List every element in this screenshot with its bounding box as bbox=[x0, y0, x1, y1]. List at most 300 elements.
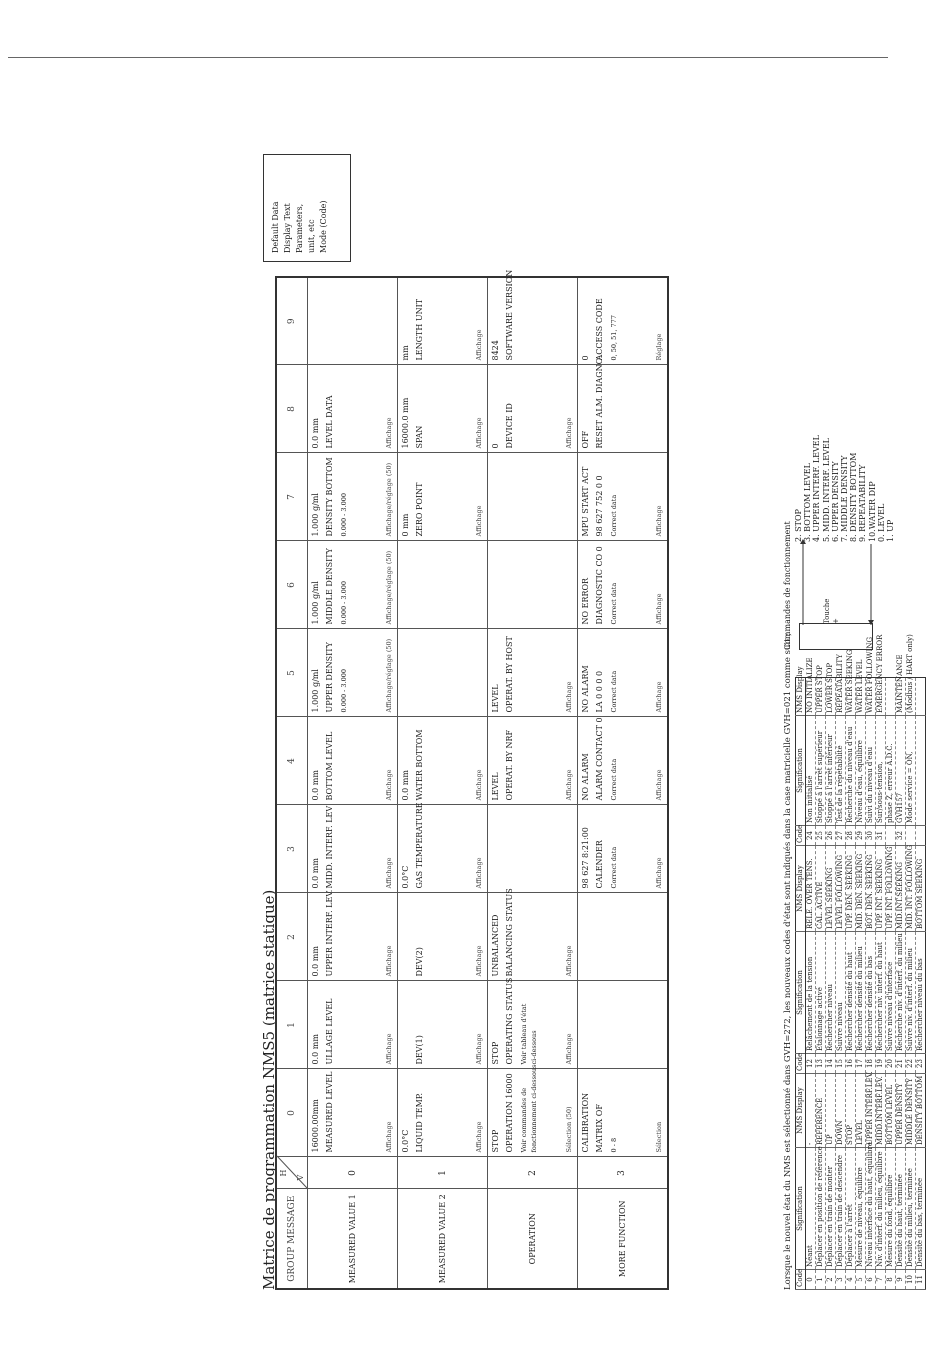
header-col: 0 bbox=[276, 1069, 308, 1157]
corner-h: H bbox=[279, 1169, 288, 1177]
cell-label: BALANCING STATUS bbox=[505, 888, 514, 977]
header-col: 5 bbox=[276, 629, 308, 717]
matrix-cell[interactable] bbox=[488, 453, 578, 541]
status-meaning: Stoppé à l'arrêt supérieur bbox=[816, 716, 826, 826]
cell-value: 0.0°C bbox=[401, 865, 410, 889]
cell-label: UPPER INTERF. LEV. bbox=[325, 889, 334, 977]
status-code-row bbox=[886, 678, 896, 1290]
status-code: 5 bbox=[856, 1270, 866, 1290]
command-item: 5. MIDD. INTERF. LEVEL bbox=[821, 438, 831, 542]
cell-extra: Correct data bbox=[610, 758, 618, 801]
status-code: 15 bbox=[836, 1054, 846, 1074]
matrix-cell[interactable] bbox=[488, 269, 578, 365]
status-nms-display: BOT. DEN. SEEKING bbox=[866, 846, 876, 932]
matrix-cell[interactable] bbox=[488, 805, 578, 893]
matrix-cell[interactable] bbox=[308, 805, 398, 893]
status-meaning: Niv. d'interf. du milieu, équilibre bbox=[876, 1148, 886, 1270]
status-meaning: Rechercher densité du milieu bbox=[856, 932, 866, 1054]
matrix-cell[interactable] bbox=[308, 629, 398, 717]
group-message: OPERATION bbox=[488, 1189, 578, 1289]
matrix-cell[interactable] bbox=[578, 717, 668, 805]
status-code: 24 bbox=[806, 826, 816, 846]
matrix-cell[interactable] bbox=[308, 717, 398, 805]
codes-header: Code bbox=[796, 1054, 806, 1074]
matrix-cell[interactable] bbox=[308, 1069, 398, 1157]
matrix-cell[interactable] bbox=[308, 365, 398, 453]
status-nms-display bbox=[916, 678, 926, 716]
status-meaning: Mesure de niveau, équilibre bbox=[856, 1148, 866, 1270]
cell-value: NO ALARM bbox=[581, 665, 590, 713]
status-nms-display: WATER SEEKING bbox=[846, 678, 856, 716]
status-code: 18 bbox=[866, 1054, 876, 1074]
command-item: 1. UP bbox=[886, 519, 896, 542]
matrix-cell[interactable] bbox=[578, 355, 668, 453]
cell-value: 0.0 mm bbox=[311, 946, 320, 977]
cell-mode: Affichage bbox=[655, 593, 663, 625]
status-meaning: Niveau d'eau, équilibre bbox=[856, 716, 866, 826]
status-nms-display: UPP. DEN. SEEKING bbox=[846, 846, 856, 932]
status-meaning: Etalonnage activé bbox=[816, 932, 826, 1054]
status-meaning: Sur/sous-tension, bbox=[876, 716, 886, 826]
cell-mode: Affichage/réglage (50) bbox=[385, 550, 393, 625]
status-nms-display: LEVEL FOLLOWING bbox=[836, 846, 846, 932]
cell-value: OFF bbox=[581, 430, 590, 449]
status-nms-display: DENSITY BOTTOM bbox=[916, 1074, 926, 1148]
cell-value: STOP bbox=[491, 1041, 500, 1065]
cell-mode: Affichage bbox=[475, 857, 483, 889]
status-code: 13 bbox=[816, 1054, 826, 1074]
status-nms-display: (Modbus / HART only) bbox=[906, 678, 916, 716]
cell-label: OPERAT. BY NRF bbox=[505, 729, 514, 801]
cell-mode: Affichage bbox=[655, 681, 663, 713]
matrix-cell[interactable] bbox=[488, 541, 578, 629]
status-meaning: Rechercher densité du haut bbox=[846, 932, 856, 1054]
matrix-cell[interactable] bbox=[488, 888, 578, 981]
cell-mode: Affichage bbox=[475, 1121, 483, 1153]
cell-extra: 0.000 - 3.000 bbox=[340, 668, 348, 713]
cell-extra: 0.000 - 3.000 bbox=[340, 492, 348, 537]
status-code-table bbox=[795, 634, 926, 1290]
cell-mode: Affichage bbox=[475, 505, 483, 537]
legend-line: Display Text bbox=[283, 203, 292, 253]
command-item: 10.WATER DIP bbox=[867, 481, 877, 542]
matrix-cell[interactable] bbox=[398, 541, 488, 629]
cell-mode: Sélection (50) bbox=[565, 1106, 573, 1153]
cell-label: GAS TEMPERATURE bbox=[415, 802, 424, 889]
status-nms-display: UPPER STOP bbox=[816, 678, 826, 716]
status-code: 26 bbox=[826, 826, 836, 846]
matrix-row bbox=[398, 277, 488, 1289]
cell-label: OPERAT. BY HOST bbox=[505, 636, 514, 713]
cell-mode: Affichage bbox=[385, 1121, 393, 1153]
cell-extra-2: fonctionnement ci-dessous bbox=[530, 1064, 538, 1153]
matrix-cell[interactable] bbox=[488, 1064, 578, 1157]
cell-label: DEV(1) bbox=[415, 1035, 424, 1065]
cell-label: CALENDER bbox=[595, 840, 604, 889]
status-nms-display: EMERGENCY ERROR bbox=[876, 678, 886, 716]
cell-value: 1.000 g/ml bbox=[311, 493, 320, 537]
status-meaning: Suivre niv. d'interf. du milieu bbox=[906, 932, 916, 1054]
cell-value: MPU START ACT bbox=[581, 466, 590, 537]
status-meaning: Non initialisé bbox=[806, 716, 816, 826]
commands-title: Commandes de fonctionnement bbox=[783, 521, 792, 650]
cell-mode: Sélection bbox=[655, 1121, 663, 1153]
cell-value: 16000.00mm bbox=[311, 1099, 320, 1153]
cell-label: DENSITY BOTTOM bbox=[325, 457, 334, 537]
group-message: MEASURED VALUE 2 bbox=[398, 1189, 488, 1289]
cell-label: MATRIX OF bbox=[595, 1104, 604, 1153]
status-meaning: Déplacer en train de descendre bbox=[836, 1148, 846, 1270]
cell-value: NO ERROR bbox=[581, 577, 590, 625]
touche-label: Touche bbox=[823, 598, 831, 624]
status-code: 23 bbox=[916, 1054, 926, 1074]
group-message: MORE FUNCTION bbox=[578, 1189, 668, 1289]
status-nms-display: UPP. INT. SEEKING bbox=[876, 846, 886, 932]
status-code: 0 bbox=[806, 1270, 816, 1290]
status-code-row bbox=[866, 678, 876, 1290]
matrix-cell[interactable] bbox=[578, 277, 668, 365]
matrix-cell[interactable] bbox=[488, 717, 578, 805]
status-nms-display: BOTTOM LEVEL bbox=[886, 1074, 896, 1148]
status-nms-display: MID. DEN. SEEKING bbox=[856, 846, 866, 932]
cell-mode: Affichage bbox=[475, 945, 483, 977]
cell-label: DEV(2) bbox=[415, 947, 424, 977]
status-nms-display: DOWN bbox=[836, 1074, 846, 1148]
cell-label: SOFTWARE VERSION bbox=[505, 269, 514, 361]
status-nms-display bbox=[886, 678, 896, 716]
matrix-row bbox=[308, 277, 398, 1289]
cell-mode: Affichage bbox=[475, 329, 483, 361]
cell-extra: 0, 50, 51, 777 bbox=[610, 315, 618, 361]
status-code: 31 bbox=[876, 826, 886, 846]
cell-label: MEASURED LEVEL bbox=[325, 1071, 334, 1153]
matrix-cell[interactable] bbox=[578, 629, 668, 717]
status-code: 27 bbox=[836, 826, 846, 846]
touche-key bbox=[823, 599, 841, 624]
cell-label: OPERATING STATUS bbox=[505, 977, 514, 1065]
cell-extra: Correct data bbox=[610, 494, 618, 537]
status-code: 29 bbox=[856, 826, 866, 846]
status-meaning: Suivre niveau bbox=[836, 932, 846, 1054]
cell-label: ACCESS CODE bbox=[595, 298, 604, 361]
cell-label: LEVEL DATA bbox=[325, 395, 334, 449]
status-code: 28 bbox=[846, 826, 856, 846]
matrix-cell[interactable] bbox=[578, 893, 668, 981]
matrix-cell[interactable] bbox=[308, 541, 398, 629]
matrix-cell[interactable] bbox=[398, 981, 488, 1069]
cell-mode: Affichage bbox=[565, 417, 573, 449]
status-code bbox=[886, 826, 896, 846]
status-code: 8 bbox=[886, 1270, 896, 1290]
cell-label: UPPER DENSITY bbox=[325, 642, 334, 713]
status-code: 14 bbox=[826, 1054, 836, 1074]
header-col: 2 bbox=[276, 893, 308, 981]
row-v-index: 0 bbox=[308, 1157, 398, 1189]
codes-header: NMS Display bbox=[796, 1074, 806, 1148]
status-nms-display: BOTTOM SEEKING bbox=[916, 846, 926, 932]
cell-extra: Correct data bbox=[610, 582, 618, 625]
cell-value: 0.0 mm bbox=[401, 770, 410, 801]
status-code: 17 bbox=[856, 1054, 866, 1074]
status-nms-display: MID.INT.SEEKING bbox=[896, 846, 906, 932]
cell-value: 16000.0 mm bbox=[401, 397, 410, 449]
cell-extra: Correct data bbox=[610, 670, 618, 713]
status-code: 10 bbox=[906, 1270, 916, 1290]
status-nms-display: MIDDLE DENSITY bbox=[906, 1074, 916, 1148]
cell-mode: Affichage bbox=[475, 769, 483, 801]
cell-label: RESET ALM. DIAGNO. bbox=[595, 355, 604, 449]
cell-extra-2: ci-dessous bbox=[530, 1030, 538, 1065]
matrix-cell[interactable] bbox=[578, 541, 668, 629]
matrix-cell[interactable] bbox=[308, 453, 398, 541]
cell-label: ZERO POINT bbox=[415, 482, 424, 537]
header-col: 6 bbox=[276, 541, 308, 629]
legend-line: Default Data bbox=[271, 201, 280, 253]
matrix-cell[interactable] bbox=[488, 977, 578, 1069]
status-code-row bbox=[806, 678, 816, 1290]
codes-header: Code bbox=[796, 826, 806, 846]
status-meaning: GVH157 bbox=[896, 716, 906, 826]
status-meaning: Recherche niv. d'interf. du milieu bbox=[896, 932, 906, 1054]
status-nms-display: RELE. OVER TENS. bbox=[806, 846, 816, 932]
cell-label: LA 0 0 0 0 bbox=[595, 670, 604, 713]
matrix-cell[interactable] bbox=[398, 277, 488, 365]
status-meaning: Rechercher niveau du bas bbox=[916, 932, 926, 1054]
matrix-row bbox=[578, 277, 668, 1289]
page-title: Matrice de programmation NMS5 (matrice statique) bbox=[260, 889, 278, 1290]
cell-mode: Affichage bbox=[565, 1033, 573, 1065]
cell-value: mm bbox=[401, 345, 410, 361]
row-v-index: 2 bbox=[488, 1157, 578, 1189]
status-nms-display: MIDD.INTERF.LEV. bbox=[876, 1074, 886, 1148]
status-meaning: Recherche du niveau d'eau bbox=[846, 716, 856, 826]
matrix-cell[interactable] bbox=[398, 629, 488, 717]
status-code: 30 bbox=[866, 826, 876, 846]
status-nms-display: REFERENCE bbox=[816, 1074, 826, 1148]
matrix-body bbox=[308, 269, 668, 1289]
status-nms-display: UPP. INT. FOLLOWING bbox=[886, 846, 896, 932]
cell-value: 1.000 g/ml bbox=[311, 669, 320, 713]
status-nms-display: LOWER STOP bbox=[826, 678, 836, 716]
status-code: 12 bbox=[806, 1054, 816, 1074]
cell-value: CALIBRATION bbox=[581, 1092, 590, 1153]
cell-label: MIDD. INTERF. LEV bbox=[325, 805, 334, 889]
cell-mode: Affichage bbox=[565, 945, 573, 977]
status-code: 6 bbox=[866, 1270, 876, 1290]
cell-mode: Affichage bbox=[385, 1033, 393, 1065]
status-meaning: Test de la répétabilité bbox=[836, 716, 846, 826]
header-col: 1 bbox=[276, 981, 308, 1069]
status-meaning: Suivi du niveau d'eau bbox=[866, 716, 876, 826]
status-meaning: Suivre niveau d'interface bbox=[886, 932, 896, 1054]
status-meaning: Densité du haut, terminée bbox=[896, 1148, 906, 1270]
cell-label: DEVICE ID bbox=[505, 403, 514, 449]
touche-plus: + bbox=[832, 618, 840, 624]
status-meaning: Déplacer en position de référence bbox=[816, 1148, 826, 1270]
cell-label: DIAGNOSTIC CO 0 bbox=[595, 546, 604, 625]
status-code-row bbox=[856, 678, 866, 1290]
command-item: 9. REPEATABILITY bbox=[858, 464, 868, 542]
matrix-cell[interactable] bbox=[578, 453, 668, 541]
legend-line: Parameters, bbox=[295, 203, 304, 253]
status-code bbox=[906, 826, 916, 846]
matrix-cell[interactable] bbox=[488, 365, 578, 453]
matrix-cell[interactable] bbox=[308, 277, 398, 365]
status-code-row bbox=[876, 678, 886, 1290]
cell-mode: Affichage bbox=[385, 857, 393, 889]
matrix-cell[interactable] bbox=[398, 453, 488, 541]
cell-mode: Affichage bbox=[385, 769, 393, 801]
cell-mode: Affichage bbox=[565, 769, 573, 801]
codes-header: Signification bbox=[796, 1148, 806, 1270]
cell-value: 8424 bbox=[491, 340, 500, 361]
matrix-cell[interactable] bbox=[578, 1069, 668, 1157]
cell-value: 0.0 mm bbox=[311, 418, 320, 449]
matrix-cell[interactable] bbox=[308, 981, 398, 1069]
status-code-row bbox=[906, 678, 916, 1290]
status-code: 1 bbox=[816, 1270, 826, 1290]
cell-label: OPERATION 16000 bbox=[505, 1073, 514, 1153]
cell-extra: Voir tableau d'état bbox=[520, 1003, 528, 1065]
codes-header: NMS Display bbox=[796, 846, 806, 932]
matrix-cell[interactable] bbox=[398, 365, 488, 453]
row-v-index: 3 bbox=[578, 1157, 668, 1189]
programming-matrix bbox=[275, 269, 669, 1290]
status-meaning: Déplacer en train de monter bbox=[826, 1148, 836, 1270]
codes-header: Code bbox=[796, 1270, 806, 1290]
status-meaning: Niveau interface du haut, équilibre bbox=[866, 1148, 876, 1270]
cell-mode: Affichage/réglage (50) bbox=[385, 638, 393, 713]
status-nms-display: REPEATABILITY bbox=[836, 678, 846, 716]
matrix-cell[interactable] bbox=[398, 1069, 488, 1157]
matrix-cell[interactable] bbox=[398, 717, 488, 805]
cell-label: ULLAGE LEVEL bbox=[325, 998, 334, 1065]
status-meaning: Relâchement de la tension bbox=[806, 932, 816, 1054]
cell-value: 0.0 mm bbox=[311, 1034, 320, 1065]
cell-value: 0.0 mm bbox=[311, 858, 320, 889]
cell-mode: Affichage bbox=[655, 505, 663, 537]
cell-mode: Affichage bbox=[475, 417, 483, 449]
status-code: 25 bbox=[816, 826, 826, 846]
legend-box bbox=[263, 154, 351, 262]
cell-mode: Affichage bbox=[565, 681, 573, 713]
cell-mode: Affichage bbox=[385, 417, 393, 449]
status-nms-display: - bbox=[806, 1074, 816, 1148]
matrix-cell[interactable] bbox=[398, 802, 488, 893]
command-item: 8. DENSITY BOTTOM bbox=[849, 452, 859, 542]
command-item: 7. MIDDLE DENSITY bbox=[840, 455, 850, 542]
status-nms-display: WATER LEVEL bbox=[856, 678, 866, 716]
status-nms-display: NO INITIALIZE bbox=[806, 678, 816, 716]
status-meaning: Mesure du fond, équilibre bbox=[886, 1148, 896, 1270]
status-meaning: Néant bbox=[806, 1148, 816, 1270]
cell-extra: 0.000 - 3.000 bbox=[340, 580, 348, 625]
status-code: 7 bbox=[876, 1270, 886, 1290]
codes-header: Signification bbox=[796, 932, 806, 1054]
status-nms-display: UPPER INTERF.LEV. bbox=[866, 1074, 876, 1148]
status-code: 3 bbox=[836, 1270, 846, 1290]
status-meaning: Rechercher niv. interf. du haut bbox=[876, 932, 886, 1054]
cell-value: STOP bbox=[491, 1129, 500, 1153]
cell-mode: Affichage bbox=[475, 1033, 483, 1065]
legend-line: unit, etc bbox=[307, 219, 316, 253]
cell-value: 1.000 g/ml bbox=[311, 581, 320, 625]
cell-mode: Réglage bbox=[655, 333, 663, 361]
matrix-cell[interactable] bbox=[578, 805, 668, 893]
status-code: 9 bbox=[896, 1270, 906, 1290]
status-nms-display: STOP bbox=[846, 1074, 856, 1148]
codes-header: NMS Display bbox=[796, 678, 806, 716]
top-rule bbox=[8, 57, 888, 58]
status-nms-display: MAINTENANCE bbox=[896, 678, 906, 716]
cell-value: 98 627 8:21:00 bbox=[581, 827, 590, 889]
cell-label: 98 627 752 0 0 bbox=[595, 475, 604, 537]
status-nms-display: CAL. ACTIVE bbox=[816, 846, 826, 932]
cell-mode: Affichage/réglage (50) bbox=[385, 462, 393, 537]
status-code-row bbox=[846, 678, 856, 1290]
cell-mode: Affichage bbox=[655, 857, 663, 889]
cell-label: LENGTH UNIT bbox=[415, 298, 424, 361]
status-code-row bbox=[816, 678, 826, 1290]
status-code: 2 bbox=[826, 1270, 836, 1290]
header-col: 3 bbox=[276, 805, 308, 893]
status-meaning: Densité du bas, terminée bbox=[916, 1148, 926, 1270]
codes-header: Signification bbox=[796, 716, 806, 826]
cell-extra: Voir commandes de bbox=[520, 1087, 528, 1153]
status-code-row bbox=[836, 678, 846, 1290]
status-code: 4 bbox=[846, 1270, 856, 1290]
matrix-corner bbox=[276, 1157, 308, 1189]
status-meaning: Rechercher niveau bbox=[826, 932, 836, 1054]
cell-mode: Affichage bbox=[655, 769, 663, 801]
status-code bbox=[916, 826, 926, 846]
operation-commands bbox=[783, 370, 896, 650]
status-code-row bbox=[896, 678, 906, 1290]
cell-label: SPAN bbox=[415, 425, 424, 449]
cell-value: LEVEL bbox=[491, 772, 500, 801]
status-code: 21 bbox=[896, 1054, 906, 1074]
status-code: 11 bbox=[916, 1270, 926, 1290]
status-meaning bbox=[916, 716, 926, 826]
command-item: 4. UPPER INTERF. LEVEL bbox=[812, 435, 822, 542]
command-item: 2. STOP bbox=[794, 509, 803, 542]
rotated-content bbox=[258, 200, 924, 1290]
cell-label: WATER BOTTOM bbox=[415, 729, 424, 801]
cell-value: 0 mm bbox=[401, 513, 410, 537]
status-intro: Lorsque le nouvel état du NMS est sélectionné dans GVH=272, les nouveaux codes d'état sont indiqués dans la case matricielle GVH=021 comme suit ; bbox=[783, 632, 793, 1290]
status-nms-display: UPPER DENSITY bbox=[896, 1074, 906, 1148]
row-v-index: 1 bbox=[398, 1157, 488, 1189]
matrix-cell[interactable] bbox=[308, 889, 398, 981]
status-meaning: Stoppé à l'arrêt inférieur bbox=[826, 716, 836, 826]
matrix-cell[interactable] bbox=[488, 629, 578, 717]
status-code-row bbox=[916, 678, 926, 1290]
status-code: 16 bbox=[846, 1054, 856, 1074]
cell-value: NO ALARM bbox=[581, 753, 590, 801]
legend-line: Mode (Code) bbox=[319, 200, 328, 253]
status-meaning: Rechercher densité du bas bbox=[866, 932, 876, 1054]
header-group-message: GROUP MESSAGE bbox=[276, 1189, 308, 1289]
cell-value: 0 bbox=[491, 443, 500, 449]
status-code-row bbox=[826, 678, 836, 1290]
status-nms-display: MID. INT. FOLLOWING bbox=[906, 846, 916, 932]
command-item: 3. BOTTOM LEVEL bbox=[803, 463, 813, 542]
cell-value: 0 bbox=[581, 355, 590, 361]
header-col: 8 bbox=[276, 365, 308, 453]
matrix-cell[interactable] bbox=[578, 981, 668, 1069]
matrix-cell[interactable] bbox=[398, 893, 488, 981]
cell-label: LIQUID TEMP. bbox=[415, 1092, 424, 1153]
